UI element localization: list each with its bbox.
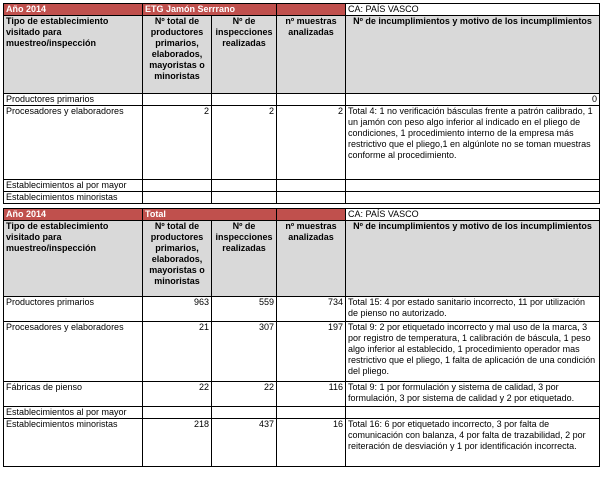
- row-samples: 116: [277, 382, 346, 407]
- year-label: Año 2014: [4, 209, 143, 221]
- header-nonconformities: Nº de incumplimientos y motivo de los incumplimientos: [346, 221, 600, 297]
- row-type: Productores primarios: [4, 94, 143, 106]
- row-inspections: 559: [212, 297, 277, 322]
- row-producers: 963: [143, 297, 212, 322]
- row-type: Establecimientos minoristas: [4, 192, 143, 204]
- table-etg-jamon: [3, 3, 600, 204]
- row-type: Establecimientos al por mayor: [4, 180, 143, 192]
- row-producers: [143, 192, 212, 204]
- row-samples: [277, 407, 346, 419]
- header-producers: Nº total de productores primarios, elaborados, mayoristas o minoristas: [143, 221, 212, 297]
- row-producers: [143, 407, 212, 419]
- table-row: [4, 297, 600, 322]
- title-row: [4, 4, 600, 16]
- row-inspections: 307: [212, 322, 277, 382]
- table-row: [4, 407, 600, 419]
- header-producers: Nº total de productores primarios, elaborados, mayoristas o minoristas: [143, 16, 212, 94]
- header-inspections: Nº de inspecciones realizadas: [212, 16, 277, 94]
- row-producers: 21: [143, 322, 212, 382]
- row-inspections: [212, 94, 277, 106]
- header-type: Tipo de establecimiento visitado para muestreo/inspección: [4, 16, 143, 94]
- title-row: [4, 209, 600, 221]
- product-label: ETG Jamón Serrrano: [143, 4, 277, 16]
- row-type: Fábricas de pienso: [4, 382, 143, 407]
- row-detail: 0: [346, 94, 600, 106]
- region-label: CA: PAÍS VASCO: [346, 4, 600, 16]
- header-row: [4, 16, 600, 94]
- row-producers: [143, 94, 212, 106]
- header-samples: nº muestras analizadas: [277, 16, 346, 94]
- row-detail: Total 9: 1 por formulación y sistema de calidad, 3 por formulación, 3 por sistema de calidad y 2 por etiquetado.: [346, 382, 600, 407]
- product-label: Total: [143, 209, 277, 221]
- title-filler: [277, 209, 346, 221]
- row-type: Procesadores y elaboradores: [4, 322, 143, 382]
- row-samples: [277, 180, 346, 192]
- row-samples: [277, 192, 346, 204]
- table-row: [4, 192, 600, 204]
- row-detail: [346, 407, 600, 419]
- row-inspections: [212, 180, 277, 192]
- header-type: Tipo de establecimiento visitado para muestreo/inspección: [4, 221, 143, 297]
- row-producers: 22: [143, 382, 212, 407]
- row-type: Establecimientos al por mayor: [4, 407, 143, 419]
- table-row: [4, 419, 600, 467]
- table-row: [4, 94, 600, 106]
- row-samples: [277, 94, 346, 106]
- row-producers: 218: [143, 419, 212, 467]
- row-producers: [143, 180, 212, 192]
- row-inspections: 437: [212, 419, 277, 467]
- row-inspections: [212, 407, 277, 419]
- row-inspections: 22: [212, 382, 277, 407]
- row-detail: Total 16: 6 por etiquetado incorrecto, 3 por falta de comunicación con balanza, 4 por falta de trazabilidad, 2 por reiteración de desviación y 1 por identificación incorrecta.: [346, 419, 600, 467]
- row-detail: [346, 192, 600, 204]
- table-total: [3, 208, 600, 467]
- row-type: Procesadores y elaboradores: [4, 106, 143, 180]
- row-producers: 2: [143, 106, 212, 180]
- row-samples: 2: [277, 106, 346, 180]
- table-row: [4, 382, 600, 407]
- row-detail: Total 15: 4 por estado sanitario incorrecto, 11 por utilización de pienso no autorizado.: [346, 297, 600, 322]
- row-detail: [346, 180, 600, 192]
- row-samples: 734: [277, 297, 346, 322]
- row-samples: 16: [277, 419, 346, 467]
- header-inspections: Nº de inspecciones realizadas: [212, 221, 277, 297]
- table-row: [4, 106, 600, 180]
- table-row: [4, 322, 600, 382]
- row-detail: Total 4: 1 no verificación básculas frente a patrón calibrado, 1 un jamón con peso algo inferior al indicado en el pliego de condiciones, 1 procedimiento interno de la empresa más restrictivo que el pliego,1 en algúnlote no se toman muestras conforme al procedimiento.: [346, 106, 600, 180]
- table-row: [4, 180, 600, 192]
- row-inspections: 2: [212, 106, 277, 180]
- region-label: CA: PAÍS VASCO: [346, 209, 600, 221]
- row-detail: Total 9: 2 por etiquetado incorrecto y mal uso de la marca, 3 por registro de temperatura, 1 calibración de báscula, 1 peso algo inferior al establecido, 1 procedimiento operador mas restrictivo que el pliego, 1 falta de aplicación de una condición del pliego.: [346, 322, 600, 382]
- row-samples: 197: [277, 322, 346, 382]
- header-nonconformities: Nº de incumplimientos y motivo de los incumplimientos: [346, 16, 600, 94]
- row-type: Establecimientos minoristas: [4, 419, 143, 467]
- year-label: Año 2014: [4, 4, 143, 16]
- header-row: [4, 221, 600, 297]
- header-samples: nº muestras analizadas: [277, 221, 346, 297]
- title-filler: [277, 4, 346, 16]
- row-type: Productores primarios: [4, 297, 143, 322]
- row-inspections: [212, 192, 277, 204]
